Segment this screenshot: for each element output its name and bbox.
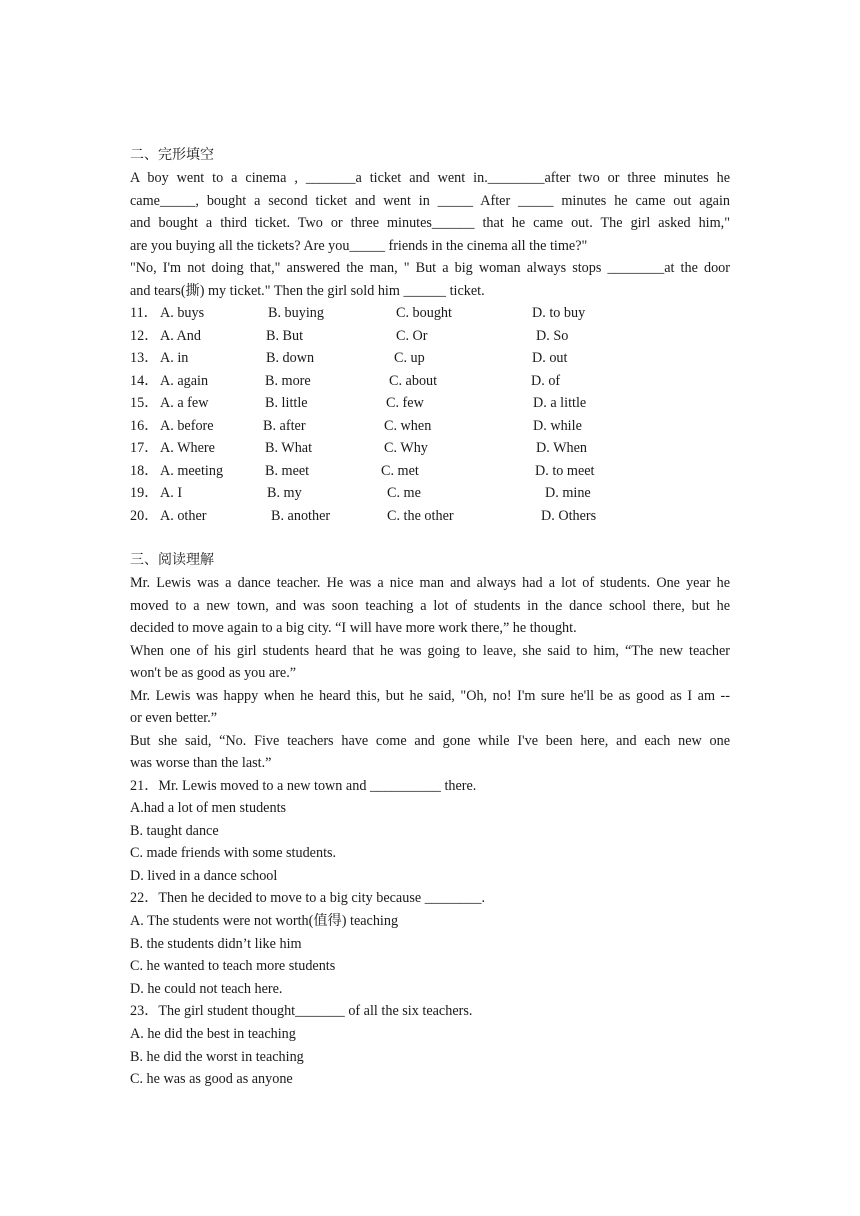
answer-option: A.had a lot of men students (130, 800, 287, 817)
reading-questions (130, 775, 730, 1091)
passage-line: are you buying all the tickets? Are you_____ friends in the cinema all the time?" (130, 237, 588, 254)
section-3-title: 三、阅读理解 (130, 552, 214, 568)
option-c: C. few (386, 395, 424, 411)
option-c: C. up (394, 350, 425, 366)
question-row (130, 302, 730, 325)
option-a: A. before (160, 417, 214, 434)
option-d: D. a little (533, 395, 587, 411)
passage-line: was worse than the last.” (130, 755, 272, 771)
option-c: C. when (384, 417, 432, 434)
question-row (130, 370, 730, 393)
reading-passage (130, 572, 730, 775)
question-number: 14． (130, 372, 159, 389)
question-stem: 23．The girl student thought_______ of all the six teachers. (130, 1003, 473, 1020)
option-b: B. buying (268, 305, 324, 321)
option-d: D. of (531, 372, 561, 389)
option-c: C. about (389, 372, 438, 389)
option-b: B. meet (265, 462, 310, 479)
passage-line: and bought a third ticket. Two or three minutes______ that he came out. The girl asked him," (130, 215, 730, 231)
option-b: B. after (263, 417, 306, 434)
option-a: A. other (160, 507, 207, 524)
section-2-title: 二、完形填空 (130, 147, 214, 163)
question-number: 19． (130, 485, 159, 501)
passage-line: decided to move again to a big city. “I will have more work there,” he thought. (130, 620, 577, 636)
question-number: 17． (130, 440, 159, 456)
option-b: B. down (266, 350, 315, 366)
option-c: C. bought (396, 305, 452, 321)
answer-option: A. The students were not worth(值得) teaching (130, 913, 399, 930)
question-number: 15． (130, 395, 159, 411)
question-row (130, 415, 730, 438)
option-d: D. mine (545, 485, 591, 501)
option-b: B. What (265, 440, 313, 456)
option-b: B. another (271, 507, 331, 524)
passage-line: But she said, “No. Five teachers have come and gone while I've been here, and each new one (130, 732, 730, 749)
answer-option: C. he was as good as anyone (130, 1071, 293, 1088)
option-c: C. Or (396, 327, 428, 344)
question-stem: 22．Then he decided to move to a big city because ________. (130, 890, 485, 907)
option-d: D. while (533, 417, 582, 434)
passage-line: "No, I'm not doing that," answered the man, " But a big woman always stops ________at the door (130, 260, 730, 276)
option-c: C. me (387, 485, 421, 501)
option-a: A. in (160, 350, 189, 366)
option-d: D. to meet (535, 462, 595, 479)
option-d: D. When (536, 440, 587, 456)
question-row (130, 482, 730, 505)
answer-option: C. made friends with some students. (130, 845, 337, 862)
passage-line: won't be as good as you are.” (130, 665, 297, 681)
question-number: 20． (130, 507, 159, 524)
passage-line: came_____, bought a second ticket and went in _____ After _____ minutes he came out again (130, 192, 730, 209)
passage-line: When one of his girl students heard that he was going to leave, she said to him, “The new teacher (130, 642, 730, 659)
option-a: A. I (160, 485, 183, 501)
option-b: B. But (266, 327, 304, 344)
option-c: C. Why (384, 440, 428, 456)
passage-line: A boy went to a cinema , _______a ticket and went in.________after two or three minutes he (130, 170, 730, 186)
option-a: A. Where (160, 440, 215, 456)
option-d: D. to buy (532, 305, 586, 321)
question-row (130, 392, 730, 415)
answer-option: B. the students didn’t like him (130, 935, 302, 952)
option-a: A. buys (160, 305, 205, 321)
question-row (130, 505, 730, 528)
question-row (130, 460, 730, 483)
answer-option: A. he did the best in teaching (130, 1026, 296, 1043)
cloze-options (130, 302, 730, 527)
question-number: 16． (130, 417, 159, 434)
option-a: A. meeting (160, 462, 224, 479)
option-b: B. little (265, 395, 308, 411)
answer-option: C. he wanted to teach more students (130, 958, 336, 975)
question-row (130, 347, 730, 370)
question-number: 13． (130, 350, 159, 366)
option-d: D. out (532, 350, 568, 366)
passage-line: Mr. Lewis was happy when he heard this, but he said, "Oh, no! I'm sure he'll be as good as I am -- (130, 687, 730, 704)
question-stem: 21．Mr. Lewis moved to a new town and __________ there. (130, 777, 477, 794)
answer-option: D. lived in a dance school (130, 867, 278, 884)
option-a: A. a few (160, 395, 209, 411)
question-number: 11． (130, 305, 158, 321)
option-d: D. Others (541, 507, 597, 524)
option-c: C. the other (387, 507, 454, 524)
question-number: 12． (130, 327, 159, 344)
answer-option: B. taught dance (130, 822, 219, 839)
question-row (130, 325, 730, 348)
cloze-passage (130, 167, 730, 302)
option-a: A. And (160, 327, 201, 344)
passage-line: moved to a new town, and was soon teaching a lot of students in the dance school there, but he (130, 597, 730, 614)
answer-option: D. he could not teach here. (130, 980, 283, 997)
worksheet-page (130, 143, 730, 1091)
option-b: B. more (265, 372, 311, 389)
question-number: 18． (130, 462, 159, 479)
option-c: C. met (381, 462, 419, 479)
passage-line: Mr. Lewis was a dance teacher. He was a nice man and always had a lot of students. One year he (130, 575, 730, 591)
question-row (130, 437, 730, 460)
option-b: B. my (267, 485, 302, 501)
option-d: D. So (536, 327, 569, 344)
passage-line: or even better.” (130, 710, 218, 726)
option-a: A. again (160, 372, 209, 389)
answer-option: B. he did the worst in teaching (130, 1048, 304, 1065)
passage-line: and tears(撕) my ticket." Then the girl sold him ______ ticket. (130, 282, 485, 299)
